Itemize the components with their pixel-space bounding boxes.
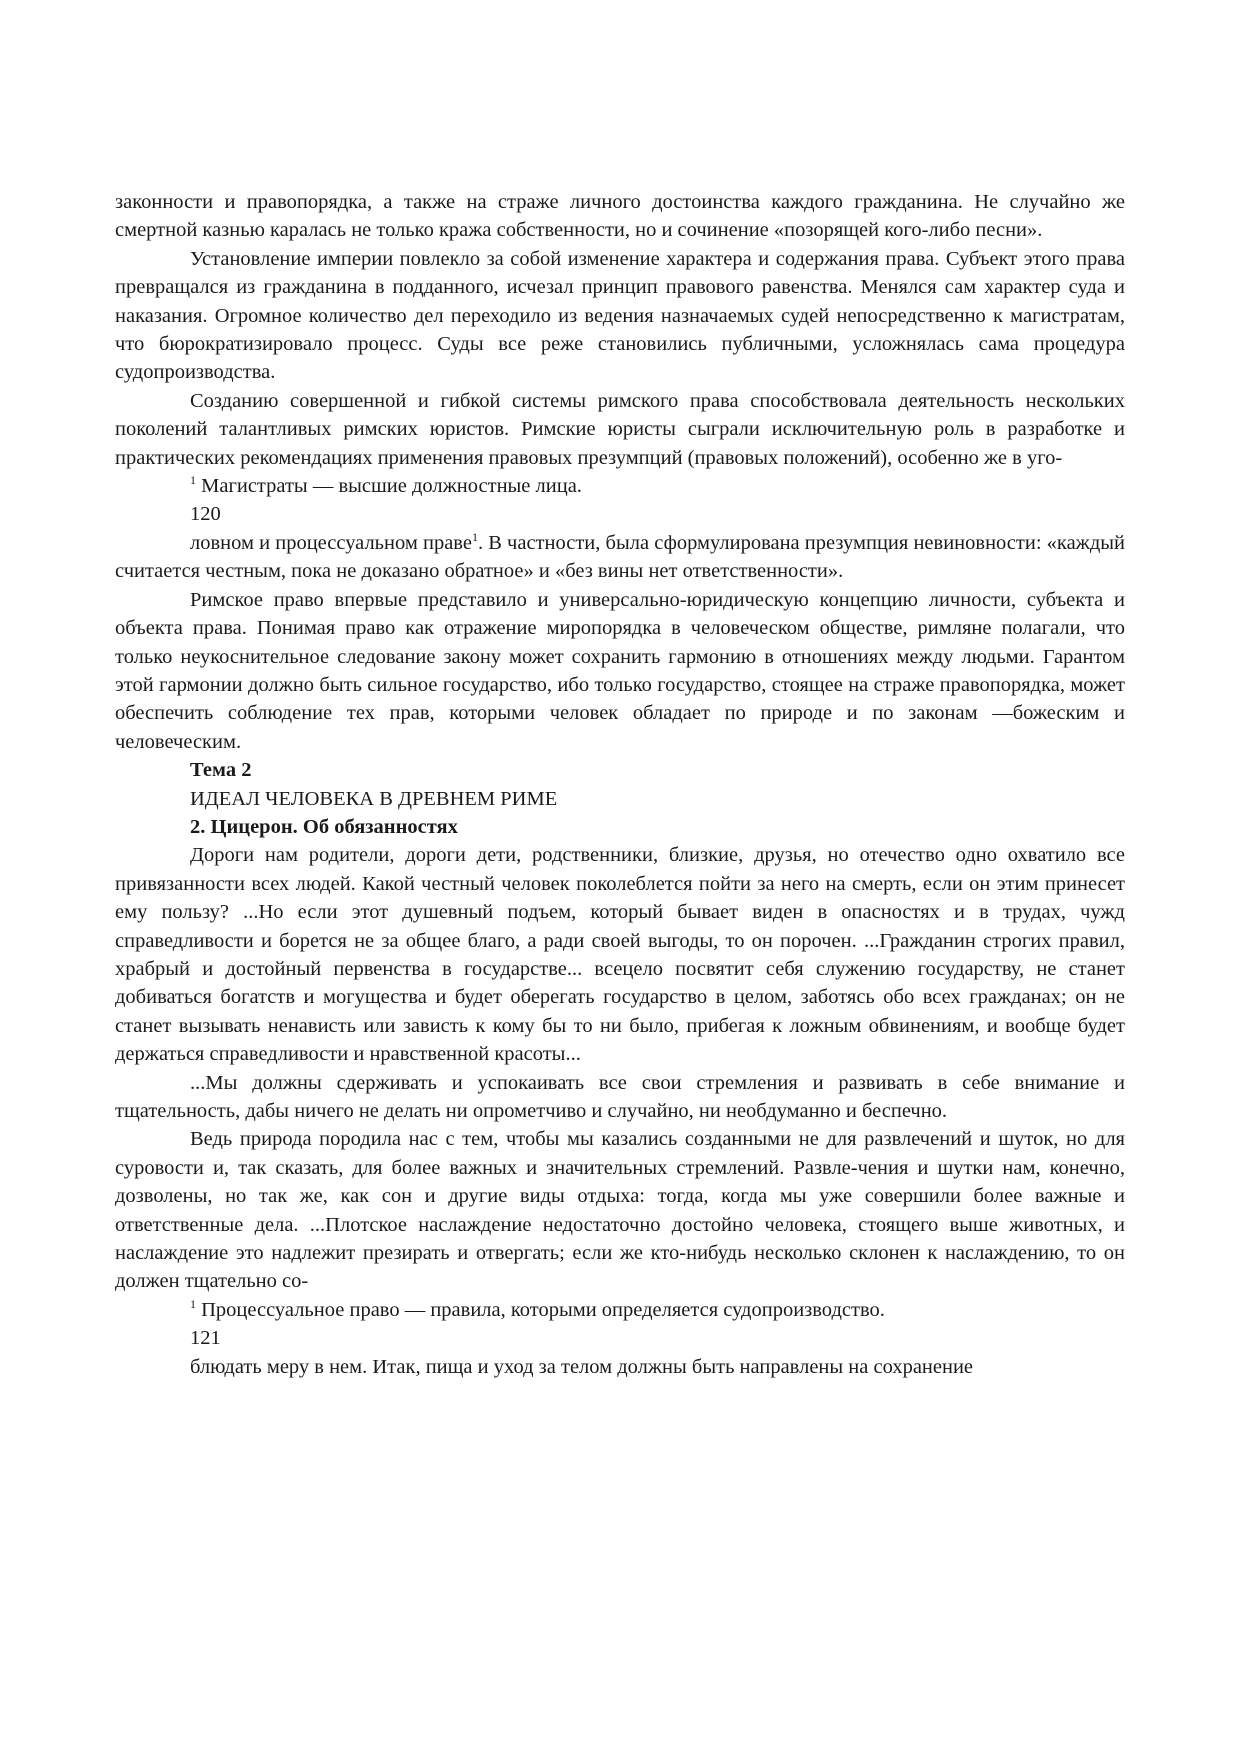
paragraph: Установление империи повлекло за собой изменение характера и содержания права. Субъект этого права превращался из гражданина в подданного, исчезал принцип правового равенства. Менялся сам характер суда и наказания. Огромное количество дел переходило из ведения назначаемых судей непосредственно к магистратам, что бюрократизировало процесс. Суды все реже становились публичными, усложнялась сама процедура судопроизводства.	[115, 247, 1125, 384]
paragraph-text: . В частности, была сформулирована презумпция невиновности: «каждый считается честным, пока не доказано обратное» и «без вины нет ответственности».	[115, 531, 1126, 583]
paragraph: Созданию совершенной и гибкой системы римского права способствовала деятельность нескольких поколений талантливых римских юристов. Римские юристы сыграли исключительную роль в разработке и практических рекомендациях применения правовых презумпций (правовых положений), особенно же в уго-	[115, 389, 1125, 469]
document-page	[115, 188, 1125, 1381]
paragraph: законности и правопорядка, а также на страже личного достоинства каждого гражданина. Не случайно же смертной казнью каралась не только кража собственности, но и сочинение «позорящей кого-либо песни».	[115, 191, 1125, 242]
footnote-mark: 1	[471, 530, 478, 545]
paragraph: блюдать меру в нем. Итак, пища и уход за телом должны быть направлены на сохранение	[190, 1355, 974, 1378]
section-title: ИДЕАЛ ЧЕЛОВЕКА В ДРЕВНЕМ РИМЕ	[190, 787, 558, 810]
paragraph: ...Мы должны сдерживать и успокаивать все свои стремления и развивать в себе внимание и тщательность, дабы ничего не делать ни опрометчиво и случайно, ни необдуманно и беспечно.	[115, 1071, 1125, 1122]
footnote	[115, 472, 1125, 500]
paragraph: Дороги нам родители, дороги дети, родственники, близкие, друзья, но отечество одно охватило все привязанности всех людей. Какой честный человек поколеблется пойти за него на смерть, если он этим принесет ему пользу? ...Но если этот душевный подъем, который бывает виден в опасностях и в трудах, чужд справедливости и борется не за общее благо, а ради своей выгоды, то он порочен. ...Гражданин строгих правил, храбрый и достойный первенства в государстве... всецело посвятит себя служению государству, не станет добиваться богатств и могущества и будет оберегать государство в целом, заботясь обо всех гражданах; он не станет вызывать ненависть или зависть к кому бы то ни было, прибегая к ложным обвинениям, и вообще будет держаться справедливости и нравственной красоты...	[115, 844, 1125, 1066]
footnote-mark: 1	[190, 473, 196, 488]
section-label: Тема 2	[190, 759, 252, 782]
footnote	[115, 1296, 1125, 1324]
footnote-mark: 1	[190, 1297, 196, 1312]
page-number: 120	[190, 503, 221, 526]
paragraph	[115, 529, 1125, 586]
page-number: 121	[190, 1327, 221, 1350]
paragraph: Римское право впервые представило и универсально-юридическую концепцию личности, субъекта и объекта права. Понимая право как отражение миропорядка в человеческом обществе, римляне полагали, что только неукоснительное следование закону может сохранить гармонию в отношениях между людьми. Гарантом этой гармонии должно быть сильное государство, ибо только государство, стоящее на страже правопорядка, может обеспечить соблюдение тех прав, которыми человек обладает по природе и по законам —божеским и человеческим.	[115, 588, 1125, 753]
subsection-title: 2. Цицерон. Об обязанностях	[190, 815, 458, 838]
paragraph-text: ловном и процессуальном праве	[190, 531, 472, 554]
paragraph: Ведь природа породила нас с тем, чтобы мы казались созданными не для развлечений и шуток, но для суровости и, так сказать, для более важных и значительных стремлений. Развле-чения и шутки нам, конечно, дозволены, но так же, как сон и другие виды отдыха: тогда, когда мы уже совершили более важные и ответственные дела. ...Плотское наслаждение недостаточно достойно человека, стоящего выше животных, и наслаждение это надлежит презирать и отвергать; если же кто-нибудь несколько склонен к наслаждению, то он должен тщательно со-	[115, 1128, 1125, 1293]
footnote-text: Магистраты — высшие должностные лица.	[196, 475, 582, 498]
footnote-text: Процессуальное право — правила, которыми определяется судопроизводство.	[196, 1298, 885, 1321]
